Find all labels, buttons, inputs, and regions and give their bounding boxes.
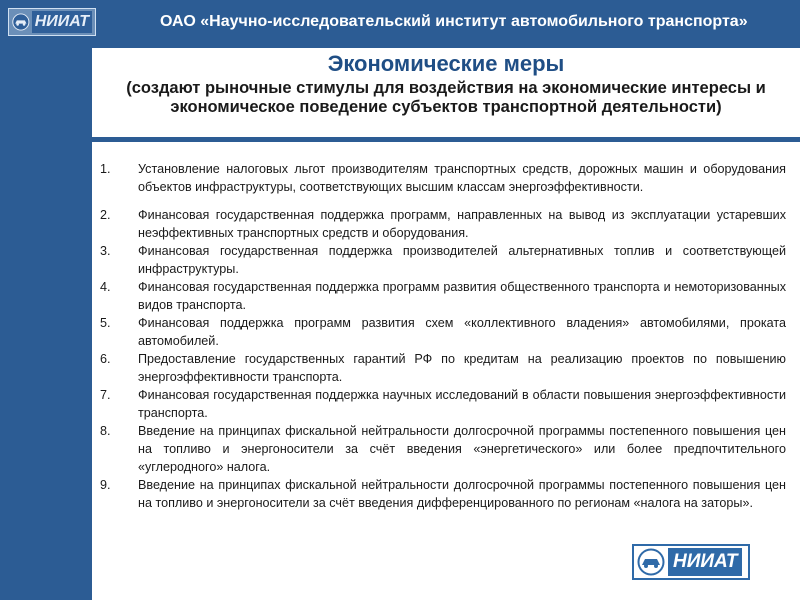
list-item [100,314,786,350]
list-item-number: 8. [100,424,111,438]
list-item [100,476,786,512]
list-item-text: Финансовая государственная поддержка программ развития общественного транспорта и немоторизованных видов транспорта. [138,280,786,312]
footer-logo [632,544,750,580]
list-item [100,160,786,196]
header-bar [0,0,800,48]
measures-list [100,160,786,512]
list-item-text: Введение на принципах фискальной нейтральности долгосрочной программы постепенного повышения цен на топливо и энергоносители за счёт введения дифференцированного по регионам «налога на заторы». [138,478,786,510]
list-item [100,386,786,422]
list-item-text: Введение на принципах фискальной нейтральности долгосрочной программы постепенного повышения цен на топливо и энергоносители за счёт введения «энергетического» или более предпочтительного «углеродного» налога. [138,424,786,474]
list-item-number: 6. [100,352,111,366]
list-item [100,350,786,386]
car-emblem-icon [637,548,665,576]
list-item-text: Финансовая государственная поддержка программ, направленных на вывод из эксплуатации устаревших неэффективных транспортных средств и оборудования. [138,208,786,240]
organization-title: ОАО «Научно-исследовательский институт автомобильного транспорта» [160,13,748,30]
list-item-number: 7. [100,388,111,402]
list-item-number: 4. [100,280,111,294]
list-item-number: 5. [100,316,111,330]
list-item-text: Финансовая государственная поддержка научных исследований в области повышения энергоэффективности транспорта. [138,388,786,420]
page-title: Экономические меры [327,51,565,76]
car-emblem-icon [12,11,30,33]
list-item-number: 3. [100,244,111,258]
list-item [100,242,786,278]
list-item-number: 9. [100,478,111,492]
list-item-text: Установление налоговых льгот производителям транспортных средств, дорожных машин и оборудования объектов инфраструктуры, соответствующих высшим классам энергоэффективности. [138,162,786,194]
list-item-number: 1. [100,162,111,176]
heading-box [92,48,800,137]
list-item-number: 2. [100,208,111,222]
header-logo-text: НИИАТ [32,11,92,33]
list-item-text: Финансовая поддержка программ развития схем «коллективного владения» автомобилями, проката автомобилей. [138,316,786,348]
page-subtitle: (создают рыночные стимулы для воздействия на экономические интересы и экономическое поведение субъектов транспортной деятельности) [126,79,766,116]
footer-logo-text: НИИАТ [668,548,742,576]
left-band [0,48,92,137]
list-item [100,278,786,314]
list-item [100,206,786,242]
list-item-text: Предоставление государственных гарантий РФ по кредитам на реализацию проектов по повышению энергоэффективности транспорта. [138,352,786,384]
header-logo [8,8,96,36]
list-item-text: Финансовая государственная поддержка производителей альтернативных топлив и соответствующей инфраструктуры. [138,244,786,276]
list-item [100,422,786,476]
